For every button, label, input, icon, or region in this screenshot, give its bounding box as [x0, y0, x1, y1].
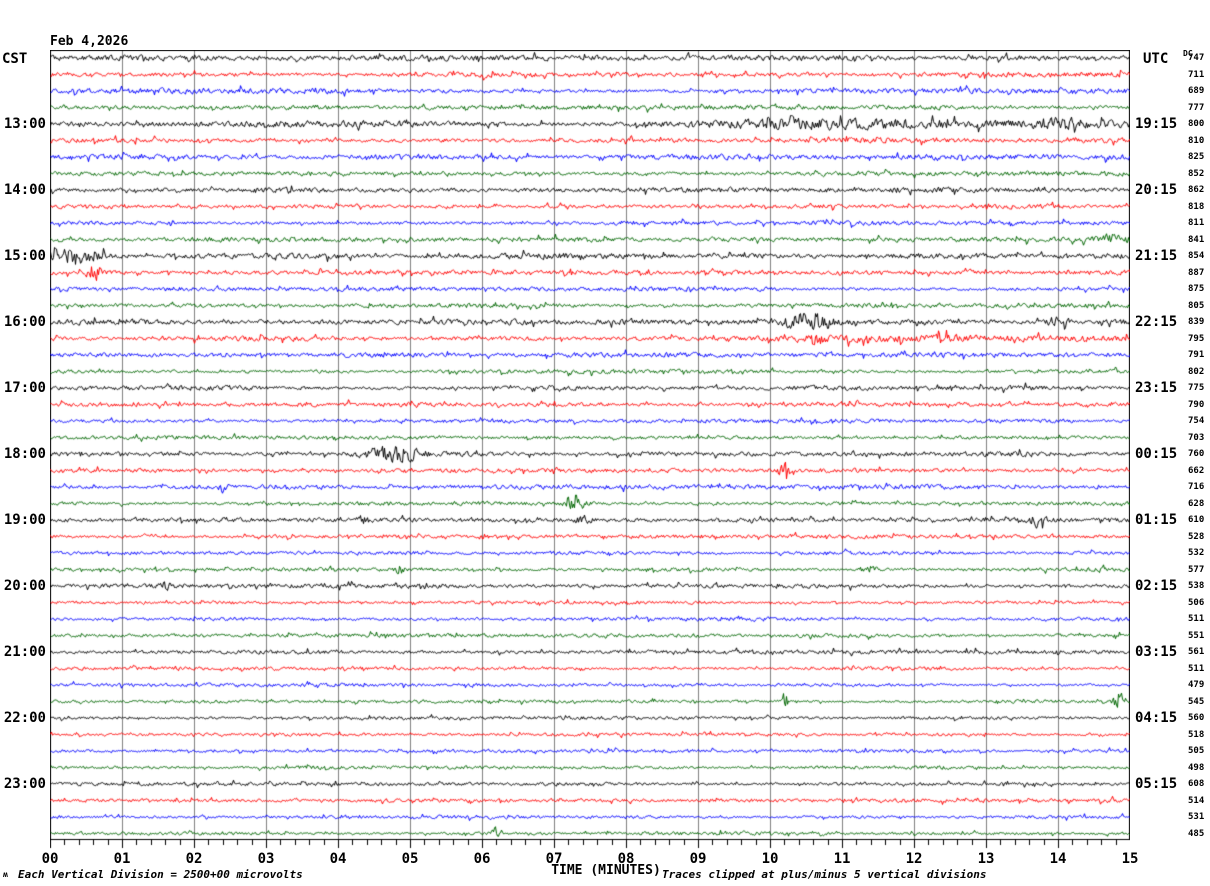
dc-offset-value: 711 [1188, 69, 1205, 80]
vertical-scale-note: Each Vertical Division = 2500+00 microvolts [18, 868, 303, 881]
dc-offset-value: 810 [1188, 135, 1205, 146]
dc-offset-value: 875 [1188, 284, 1205, 294]
dc-offset-value: 802 [1188, 366, 1205, 377]
utc-hour-label: 03:15 [1135, 644, 1178, 660]
dc-offset-value: 811 [1188, 218, 1205, 228]
dc-offset-value: 862 [1188, 185, 1205, 195]
utc-hour-label: 19:15 [1135, 116, 1178, 132]
cst-hour-label: 19:00 [3, 512, 46, 528]
x-axis-tick-label: 13 [977, 851, 995, 867]
utc-hour-label: 01:15 [1135, 512, 1178, 528]
clipping-note: Traces clipped at plus/minus 5 vertical divisions [662, 868, 987, 881]
cst-hour-label: 21:00 [3, 644, 46, 660]
dc-offset-value: 689 [1188, 86, 1205, 96]
dc-offset-value: 662 [1188, 465, 1205, 476]
utc-hour-label: 05:15 [1135, 776, 1178, 792]
x-axis-tick-label: 01 [113, 851, 131, 867]
dc-offset-value: 577 [1188, 564, 1205, 575]
x-axis-tick-label: 11 [833, 851, 851, 867]
dc-offset-value: 747 [1188, 53, 1205, 63]
x-axis-tick-label: 00 [41, 851, 59, 867]
dc-offset-value: 754 [1188, 416, 1205, 426]
x-axis-title: TIME (MINUTES) [551, 863, 661, 878]
utc-hour-label: 22:15 [1135, 314, 1178, 330]
utc-hour-label: 04:15 [1135, 710, 1178, 726]
right-axis-label-utc: UTC [1143, 51, 1169, 67]
x-axis-tick-label: 07 [545, 851, 563, 867]
cst-hour-label: 14:00 [3, 182, 46, 198]
dc-offset-value: 551 [1188, 630, 1205, 641]
cst-hour-label: 17:00 [3, 380, 46, 396]
dc-offset-value: 511 [1188, 614, 1205, 624]
x-axis-tick-label: 05 [401, 851, 419, 867]
dc-offset-value: 852 [1188, 168, 1205, 179]
dc-offset-value: 479 [1188, 680, 1205, 690]
left-axis-label-cst: CST [2, 51, 28, 67]
x-axis-tick-label: 03 [257, 851, 275, 867]
cst-hour-label: 23:00 [3, 776, 46, 792]
dc-offset-value: 791 [1188, 350, 1205, 360]
dc-offset-value: 790 [1188, 399, 1205, 410]
dc-offset-value: 528 [1188, 531, 1205, 542]
waveform-logo-mark: ʍ [3, 870, 8, 879]
dc-offset-column-header: DC [1183, 49, 1193, 58]
dc-offset-value: 538 [1188, 581, 1205, 591]
dc-offset-value: 518 [1188, 729, 1205, 740]
dc-offset-value: 561 [1188, 647, 1205, 657]
dc-offset-value: 800 [1188, 119, 1205, 129]
header-date: Feb 4,2026 [50, 34, 129, 49]
x-axis-tick-label: 10 [761, 851, 779, 867]
cst-hour-label: 13:00 [3, 116, 46, 132]
dc-offset-value: 887 [1188, 267, 1205, 278]
dc-offset-value: 506 [1188, 597, 1205, 608]
utc-hour-label: 00:15 [1135, 446, 1178, 462]
dc-offset-value: 716 [1188, 482, 1205, 492]
dc-offset-value: 839 [1188, 317, 1205, 327]
dc-offset-value: 514 [1188, 795, 1205, 806]
x-axis-tick-label: 02 [185, 851, 203, 867]
cst-hour-label: 18:00 [3, 446, 46, 462]
x-axis-tick-label: 12 [905, 851, 923, 867]
utc-hour-label: 20:15 [1135, 182, 1178, 198]
dc-offset-value: 854 [1188, 251, 1205, 261]
dc-offset-value: 511 [1188, 663, 1205, 674]
dc-offset-value: 777 [1188, 102, 1205, 113]
utc-hour-label: 21:15 [1135, 248, 1178, 264]
utc-hour-label: 23:15 [1135, 380, 1178, 396]
dc-offset-value: 795 [1188, 333, 1205, 344]
utc-hour-label: 02:15 [1135, 578, 1178, 594]
cst-hour-label: 16:00 [3, 314, 46, 330]
dc-offset-value: 498 [1188, 762, 1205, 773]
dc-offset-value: 775 [1188, 383, 1205, 393]
x-axis-tick-label: 14 [1049, 851, 1067, 867]
cst-hour-label: 15:00 [3, 248, 46, 264]
dc-offset-value: 532 [1188, 548, 1205, 558]
cst-hour-label: 20:00 [3, 578, 46, 594]
dc-offset-value: 841 [1188, 234, 1205, 245]
dc-offset-value: 608 [1188, 779, 1205, 789]
cst-hour-label: 22:00 [3, 710, 46, 726]
dc-offset-value: 825 [1188, 152, 1205, 162]
dc-offset-value: 760 [1188, 449, 1205, 459]
dc-offset-value: 505 [1188, 746, 1205, 756]
x-axis-tick-label: 09 [689, 851, 707, 867]
dc-offset-value: 560 [1188, 713, 1205, 723]
dc-offset-value: 545 [1188, 696, 1205, 707]
seismogram-plot-canvas [50, 50, 1130, 850]
x-axis-tick-label: 15 [1121, 851, 1139, 867]
x-axis-tick-label: 08 [617, 851, 635, 867]
x-axis-tick-label: 06 [473, 851, 491, 867]
dc-offset-value: 610 [1188, 515, 1205, 525]
dc-offset-value: 703 [1188, 432, 1205, 443]
dc-offset-value: 485 [1188, 828, 1205, 839]
dc-offset-value: 628 [1188, 498, 1205, 509]
dc-offset-value: 531 [1188, 812, 1205, 822]
dc-offset-value: 805 [1188, 300, 1205, 311]
x-axis-tick-label: 04 [329, 851, 347, 867]
dc-offset-value: 818 [1188, 201, 1205, 212]
